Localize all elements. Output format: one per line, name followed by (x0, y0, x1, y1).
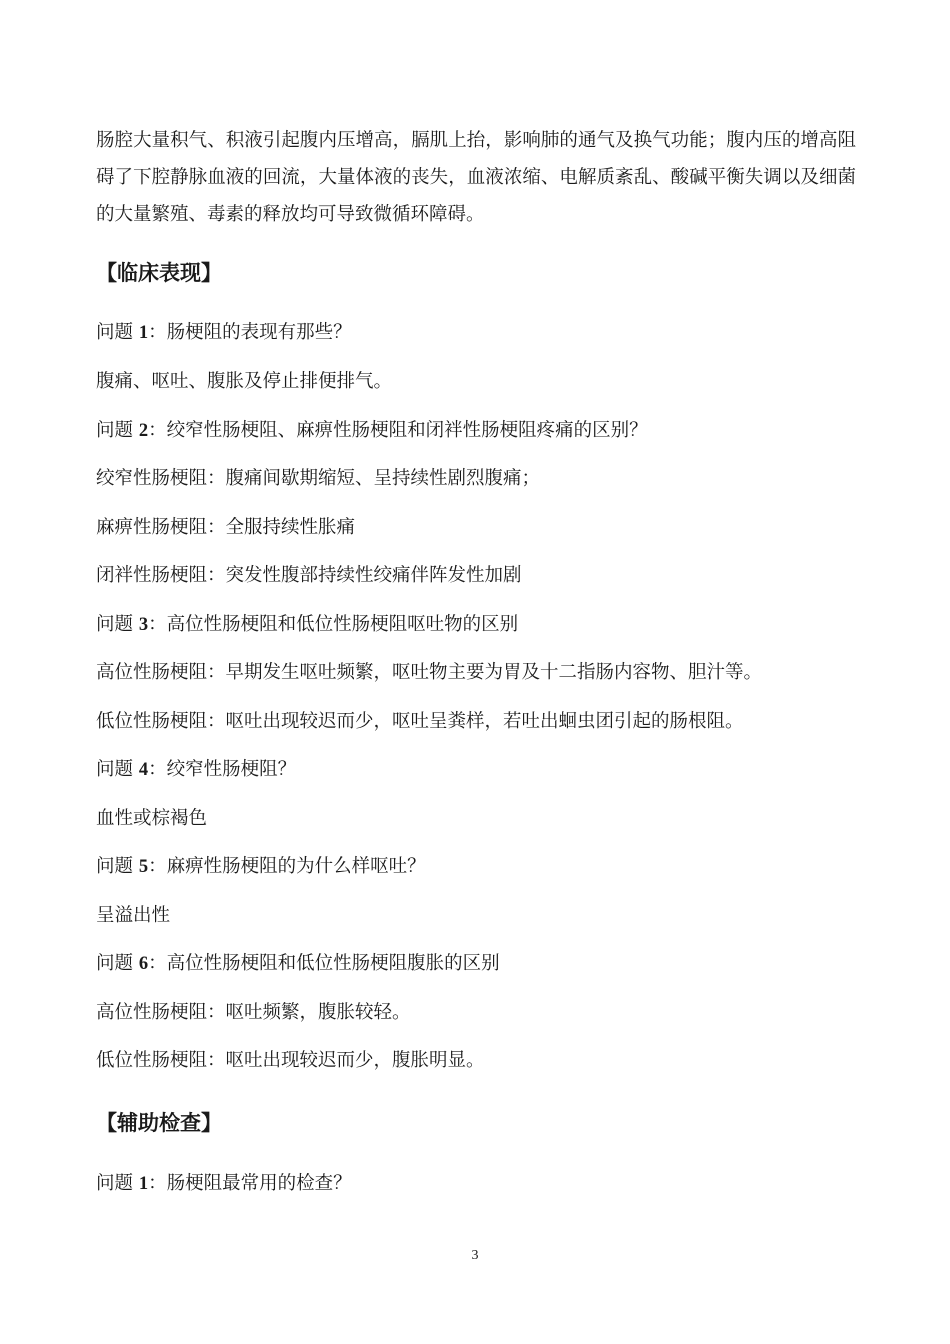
answer-line: 呈溢出性 (96, 905, 171, 926)
question-line: 问题 3：高位性肠梗阻和低位性肠梗阻呕吐物的区别 (96, 614, 519, 635)
answer-line: 低位性肠梗阻：呕吐出现较迟而少，呕吐呈粪样，若吐出蛔虫团引起的肠根阻。 (96, 711, 744, 732)
question-line: 问题 6：高位性肠梗阻和低位性肠梗阻腹胀的区别 (96, 953, 500, 974)
answer-line: 高位性肠梗阻：早期发生呕吐频繁，呕吐物主要为胃及十二指肠内容物、胆汁等。 (96, 662, 763, 683)
answer-line: 血性或棕褐色 (96, 808, 208, 829)
section-heading-auxiliary: 【辅助检查】 (96, 1111, 222, 1135)
question-line: 问题 1：肠梗阻最常用的检查？ (96, 1173, 352, 1194)
question-line: 问题 5：麻痹性肠梗阻的为什么样呕吐？ (96, 856, 426, 877)
intro-paragraph: 肠腔大量积气、积液引起腹内压增高，膈肌上抬，影响肺的通气及换气功能；腹内压的增高阻碍了下腔静脉血液的回流，大量体液的丧失，血液浓缩、电解质紊乱、酸碱平衡失调以及细菌的大量繁殖、毒素的释放均可导致微循环障碍。 (96, 130, 856, 225)
answer-line: 高位性肠梗阻：呕吐频繁，腹胀较轻。 (96, 1002, 411, 1023)
question-line: 问题 2：绞窄性肠梗阻、麻痹性肠梗阻和闭袢性肠梗阻疼痛的区别？ (96, 420, 648, 441)
section-heading-clinical: 【临床表现】 (96, 261, 222, 285)
answer-line: 闭袢性肠梗阻：突发性腹部持续性绞痛伴阵发性加剧 (96, 565, 522, 586)
question-line: 问题 1：肠梗阻的表现有那些？ (96, 322, 352, 343)
question-line: 问题 4：绞窄性肠梗阻？ (96, 759, 297, 780)
answer-line: 低位性肠梗阻：呕吐出现较迟而少，腹胀明显。 (96, 1050, 485, 1071)
page-number: 3 (471, 1248, 479, 1263)
answer-line: 麻痹性肠梗阻：全服持续性胀痛 (96, 517, 356, 538)
answer-line: 绞窄性肠梗阻：腹痛间歇期缩短、呈持续性剧烈腹痛； (96, 468, 541, 489)
answer-line: 腹痛、呕吐、腹胀及停止排便排气。 (96, 371, 393, 392)
